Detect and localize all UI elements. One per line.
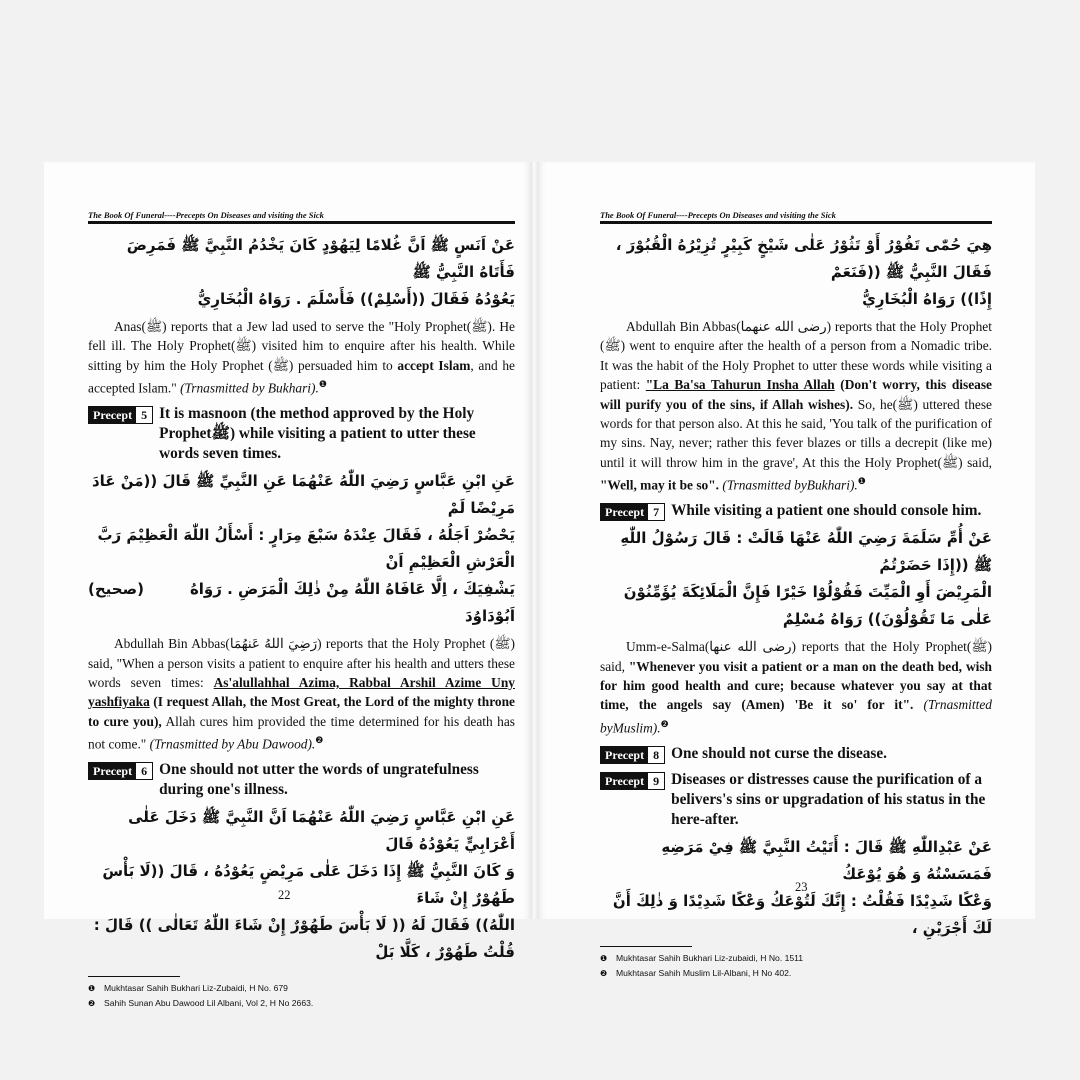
- footnote-rule: [600, 946, 692, 947]
- arabic-line: هِيَ حُمّٰى تَفُوْرُ أَوْ تَثُوْرُ عَلٰى شَيْخٍ كَبِيْرٍ تُزِيْرُهُ الْقُبُوْرَ ، فَقَالَ النَّبِيُّ ﷺ ((فَنَعَمْ: [615, 236, 992, 281]
- arabic-hadith-1: [88, 232, 515, 313]
- footnote-rule: [88, 976, 180, 977]
- precept-label: Precept 7: [600, 503, 665, 521]
- arabic-line: عَنْ اَنَسٍ ﷺ اَنَّ غُلامًا لِيَهُوْدٍ كَانَ يَخْدُمُ النَّبِيَّ ﷺ فَمَرِضَ فَأَتَاهُ النَّبِيُّ ﷺ: [126, 236, 515, 281]
- translation-paragraph-1: Anas(ﷺ) reports that a Jew lad used to serve the "Holy Prophet(ﷺ). He fell ill. The Holy Prophet(ﷺ) visited him to enquire after his health. While sitting by him the Holy Prophet (ﷺ) persuaded him to accept Islam, and he accepted Islam." (Trnasmitted by Bukhari).$^❶$: [88, 319, 515, 396]
- precept-6-heading: [88, 760, 515, 800]
- arabic-line: وَ كَانَ النَّبِيُّ ﷺ إِذَا دَخَلَ عَلٰى مَرِيْضٍ يَعُوْدُهُ ، قَالَ ((لَا بَأْسَ طَهُوْرٌ إِنْ شَاءَ: [102, 862, 515, 907]
- left-page: [44, 162, 532, 1008]
- arabic-line: يَحْضُرْ اَجَلُهُ ، فَقَالَ عِنْدَهُ سَبْعَ مِرَارٍ : أَسْأَلُ اللّٰهَ الْعَظِيْمَ رَبَّ الْعَرْشِ الْعَظِيْمِ اَنْ: [97, 526, 515, 572]
- arabic-hadith-2: [88, 468, 515, 630]
- arabic-hadith-2: [600, 525, 992, 633]
- arabic-line: الْمَرِيْضَ أَوِ الْمَيِّتَ فَقُوْلُوْا خَيْرًا فَإِنَّ الْمَلَائِكَةَ يُؤَمِّنُوْنَ عَلٰى مَا تَقُوْلُوْنَ)) رَوَاهُ مُسْلِمٌ: [623, 583, 992, 629]
- page-number: 23: [795, 880, 808, 894]
- arabic-line: عَنْ أُمِّ سَلَمَةَ رَضِيَ اللّٰهُ عَنْهَا قَالَتْ : قَالَ رَسُوْلُ اللّٰهِ ﷺ ((إِذَا حَضَرْتُمُ: [620, 529, 992, 575]
- right-content: [600, 232, 992, 981]
- footnote: ❶ Mukhtasar Sahih Bukhari Liz-zubaidi, H No. 1511: [600, 952, 804, 963]
- arabic-line: يَشْفِيَكَ ، اِلَّا عَافَاهُ اللّٰهُ مِنْ ذٰلِكَ الْمَرَضِ . رَوَاهُ اَبُوْدَاوُدَ (صحيح): [88, 576, 515, 630]
- header-rule: [600, 221, 992, 224]
- arabic-hadith-1: [600, 232, 992, 313]
- footnote-marker: ❷: [660, 718, 669, 729]
- translation-paragraph-2: Umm-e-Salma(رضی الله عنها) reports that the Holy Prophet(ﷺ) said, "Whenever you visit a patient or a man on the death bed, wish for him good health and cure; because whatever you say at that time, the angels say (Amen) 'Be it so' for it". (Trnasmitted byMuslim).$^❷$: [600, 639, 993, 736]
- right-page: [537, 162, 1035, 978]
- left-content: [88, 232, 515, 1011]
- precept-title: While visiting a patient one should console him.: [671, 502, 982, 520]
- arabic-line: عَنْ عَبْدِاللّٰهِ ﷺ قَالَ : أَتَيْتُ النَّبِيَّ ﷺ فِيْ مَرَضِهِ فَمَسَسْتُهُ وَ هُوَ يُوْعَكُ: [661, 837, 992, 883]
- precept-8-heading: [600, 744, 992, 764]
- precept-title: It is masnoon (the method approved by the Holy Prophetﷺ) while visiting a patient to utter these words seven times.: [159, 405, 476, 463]
- translation-paragraph-1: Abdullah Bin Abbas(رضی الله عنهما) reports that the Holy Prophet (ﷺ) went to enquire after the health of a person from a Nomadic tribe. It was the habit of the Holy Prophet to utter these words while visiting a patient: "La Ba'sa Tahurun Insha Allah (Don't worry, this disease will purify you of the sins, if Allah wishes). So, he(ﷺ) uttered these words for that person also. At this he said, 'You talk of the purification of my sins. Nay, never; rather this fever blazes or tills a decrepit (like me) until it will throw him in the grave', At this the Holy Prophet(ﷺ) said, "Well, may it be so". (Trnasmitted byBukhari).$^❶$: [600, 319, 992, 493]
- precept-label: Precept 8: [600, 746, 665, 764]
- arabic-line: وَعْكًا شَدِيْدًا فَقُلْتُ : إِنَّكَ لَتُوْعَكُ وَعْكًا شَدِيْدًا وَ ذٰلِكَ أَنَّ لَكَ أَجْرَيْنِ ،: [612, 891, 992, 937]
- footnote-marker: ❶: [857, 476, 866, 487]
- precept-label: Precept 9: [600, 772, 665, 790]
- arabic-line: يَعُوْدُهُ فَقَالَ ((أَسْلِمْ)) فَأَسْلَمَ . رَوَاهُ الْبُخَارِيُّ: [197, 290, 515, 308]
- footnote: ❷ Sahih Sunan Abu Dawood Lil Albani, Vol 2, H No 2663.: [88, 998, 314, 1008]
- arabic-line: عَنِ ابْنِ عَبَّاسٍ رَضِيَ اللّٰهُ عَنْهُمَا عَنِ النَّبِيِّ ﷺ قَالَ ((مَنْ عَادَ مَرِيْضًا لَمْ: [91, 472, 515, 518]
- footnote: ❶ Mukhtasar Sahih Bukhari Liz-Zubaidi, H No. 679: [88, 983, 288, 993]
- arabic-line: اللّٰهُ)) فَقَالَ لَهُ (( لَا بَأْسَ طَهُوْرٌ إِنْ شَاءَ اللّٰهُ تَعَالٰى )) قَالَ : قُلْتُ طَهُوْرٌ ، كَلَّا بَلْ: [93, 916, 515, 961]
- page-number: 22: [278, 888, 291, 902]
- arabic-line: عَنِ ابْنِ عَبَّاسٍ رَضِيَ اللّٰهُ عَنْهُمَا اَنَّ النَّبِيَّ ﷺ دَخَلَ عَلٰى أَعْرَابِيٍّ يَعُوْدُهُ قَالَ: [128, 808, 515, 853]
- translation-paragraph-2: Abdullah Bin Abbas(رَضِيَ اللهُ عَنهُمَا) reports that the Holy Prophet (ﷺ) said, "When a person visits a patient to enquire after his health and utters these words seven times: As'alullahhal Azima, Rabbal Arshil Azime Uny yashfiyaka (I request Allah, the Most Great, the Lord of the mighty throne to cure you), Allah cures him provided the time determined for his death has not come." (Trnasmitted by Abu Dawood).$^❷$: [88, 636, 516, 752]
- header-rule: [88, 221, 515, 224]
- running-head: The Book Of Funeral----Precepts On Diseases and visiting the Sick: [600, 210, 836, 220]
- footnote-marker: ❶: [318, 379, 327, 390]
- footnote-marker: ❷: [315, 735, 324, 746]
- precept-title: One should not utter the words of ungratefulness during one's illness.: [159, 761, 479, 798]
- hadith-grade: (صحيح): [88, 580, 144, 599]
- precept-label: Precept 6: [88, 762, 153, 780]
- precept-title: One should not curse the disease.: [671, 744, 887, 762]
- precept-9-heading: [600, 770, 992, 830]
- precept-5-heading: [88, 404, 515, 464]
- running-head: The Book Of Funeral----Precepts On Diseases and visiting the Sick: [88, 210, 324, 220]
- arabic-line: إِذًا)) رَوَاهُ الْبُخَارِيُّ: [862, 290, 992, 308]
- footnote: ❷ Mukhtasar Sahih Muslim Lil-Albani, H No 402.: [600, 967, 792, 978]
- precept-label: Precept 5: [88, 406, 153, 424]
- precept-7-heading: [600, 501, 992, 521]
- precept-title: Diseases or distresses cause the purification of a belivers's sins or upgradation of his status in the here-after.: [671, 770, 986, 828]
- arabic-hadith-3: [88, 804, 515, 966]
